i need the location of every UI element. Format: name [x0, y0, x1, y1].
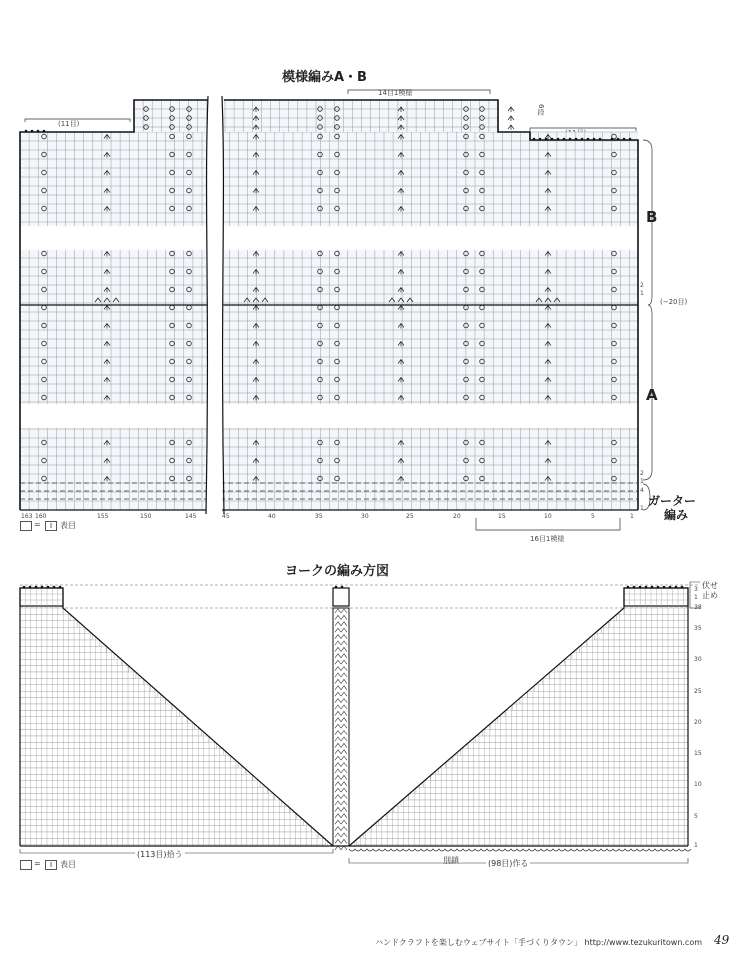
- decrease-symbol: [508, 125, 514, 130]
- yoke-chart-grid: [0, 560, 750, 880]
- legend-empty-square: [20, 521, 32, 531]
- yoke-legend-knit-text: 表目: [60, 860, 76, 869]
- eleven-stitches-left-label: (11目): [58, 120, 80, 128]
- bind-off-dot: [599, 138, 602, 141]
- row-number: 1: [640, 290, 644, 297]
- bind-off-dot: [581, 138, 584, 141]
- yoke-row-left: [20, 781, 260, 787]
- yoke-row-right: [371, 826, 688, 832]
- yoke-row-left: [20, 819, 304, 825]
- yoke-row-right: [460, 749, 688, 755]
- repeat-bottom-label: 16目1模様: [530, 535, 565, 543]
- yoke-row-number: 1: [694, 594, 698, 601]
- yoke-row-left: [20, 672, 136, 678]
- yoke-row-number: 20: [694, 719, 702, 726]
- eleven-right-bracket: [530, 128, 636, 131]
- yoke-row-right: [609, 621, 688, 627]
- column-number: 25: [406, 513, 414, 520]
- yoke-row-right: [513, 704, 688, 710]
- yoke-row-number: 25: [694, 688, 702, 695]
- yoke-row-right: [602, 627, 688, 633]
- yoke-row-number: 3: [694, 586, 698, 593]
- column-number: 35: [315, 513, 323, 520]
- yoke-row-number: 1: [694, 842, 698, 849]
- pattern-chart-title: 模様編みA・B: [282, 70, 367, 85]
- footer-text: ハンドクラフトを楽しむウェブサイト「手づくりタウン」 http://www.tezukuritown.com: [375, 938, 703, 947]
- row-number: 1: [640, 505, 644, 512]
- yoke-row-right: [431, 774, 688, 780]
- yoke-legend-knit-symbol: I: [45, 860, 57, 870]
- yoke-row-number: 38: [694, 604, 702, 611]
- yoke-top-right-band: [624, 588, 688, 606]
- waste-yarn-chain: [349, 849, 691, 851]
- yoke-row-right: [386, 813, 688, 819]
- bind-off-dot: [43, 130, 46, 133]
- page-number: 49: [714, 933, 730, 947]
- yoke-row-right: [587, 640, 688, 646]
- section-b-label: B: [646, 208, 658, 226]
- bind-off-dot: [37, 130, 40, 133]
- column-number: 20: [453, 513, 461, 520]
- column-number: 163: [21, 513, 33, 520]
- column-number: 40: [268, 513, 276, 520]
- column-number: 150: [140, 513, 152, 520]
- bind-off-dot: [539, 138, 542, 141]
- yoke-legend-empty-square: [20, 860, 32, 870]
- yoke-row-right: [438, 768, 688, 774]
- decrease-symbol: [508, 116, 514, 121]
- yoke-row-left: [20, 640, 99, 646]
- yoke-row-left: [20, 774, 253, 780]
- yoke-row-right: [527, 691, 688, 697]
- yoke-row-number: 30: [694, 656, 702, 663]
- chart-break-fill: [206, 96, 224, 514]
- yoke-row-left: [20, 730, 202, 736]
- row-number: 4: [640, 487, 644, 494]
- yoke-row-left: [20, 800, 282, 806]
- yoke-row-right: [624, 608, 688, 614]
- column-number: 5: [591, 513, 595, 520]
- bind-off-dot: [587, 138, 590, 141]
- garter-label-line2: 編み: [664, 508, 689, 522]
- yoke-row-left: [20, 838, 326, 844]
- bind-off-dot: [25, 130, 28, 133]
- yoke-row-left: [20, 691, 158, 697]
- repeat-top-bracket: [348, 90, 490, 94]
- yoke-chart-title: ヨークの編み方図: [285, 564, 390, 579]
- yoke-row-left: [20, 826, 311, 832]
- yoke-row-right: [416, 787, 688, 793]
- yoke-row-left: [20, 749, 224, 755]
- bind-off-dot: [31, 130, 34, 133]
- six-rows-label: 6段: [537, 104, 545, 116]
- bind-off-dot: [575, 138, 578, 141]
- column-number: 145: [185, 513, 197, 520]
- yoke-row-left: [20, 813, 297, 819]
- bind-off-dot: [533, 138, 536, 141]
- yoke-row-right: [542, 678, 688, 684]
- section-a-label: A: [646, 386, 658, 404]
- yoke-row-right: [617, 614, 688, 620]
- row-number: 2: [640, 282, 644, 289]
- yoke-row-left: [20, 794, 275, 800]
- repeat-top-label: 14目1模様: [378, 89, 413, 97]
- cast-on-label: (98目)作る: [488, 859, 529, 868]
- pickup-label: (113目)拾う: [137, 850, 183, 859]
- yoke-row-number: 35: [694, 625, 702, 632]
- column-number: 1: [630, 513, 634, 520]
- bind-off-dot: [629, 138, 632, 141]
- column-number: 10: [544, 513, 552, 520]
- yoke-row-right: [557, 666, 688, 672]
- column-number: 155: [97, 513, 109, 520]
- yoke-row-number: 5: [694, 813, 698, 820]
- bind-off-dot: [341, 586, 344, 589]
- bind-off-dot: [335, 586, 338, 589]
- decrease-symbol: [508, 107, 514, 112]
- yoke-row-right: [505, 710, 688, 716]
- yoke-top-mid-band: [333, 588, 349, 606]
- yoke-row-left: [20, 755, 231, 761]
- yoke-row-left: [20, 685, 151, 691]
- bind-off-dot: [557, 138, 560, 141]
- bind-off-dot: [617, 138, 620, 141]
- yoke-row-left: [20, 742, 216, 748]
- eleven-left-bracket: [25, 119, 130, 122]
- yoke-row-right: [468, 742, 688, 748]
- yoke-row-number: 10: [694, 781, 702, 788]
- column-number: 160: [35, 513, 47, 520]
- yoke-row-right: [572, 653, 688, 659]
- yoke-row-right: [401, 800, 688, 806]
- yoke-center-column: [333, 608, 349, 846]
- yoke-row-right: [364, 832, 688, 838]
- yoke-row-left: [20, 762, 238, 768]
- decrease-label: (−20目): [660, 298, 688, 306]
- yoke-row-number: 15: [694, 750, 702, 757]
- bind-off-line2: 止め: [702, 591, 718, 600]
- gap-band: [19, 404, 639, 428]
- yoke-row-right: [490, 723, 688, 729]
- column-number: 30: [361, 513, 369, 520]
- yoke-row-left: [20, 614, 70, 620]
- yoke-row-right: [579, 646, 688, 652]
- yoke-row-right: [498, 717, 688, 723]
- yoke-row-left: [20, 653, 114, 659]
- bind-off-line1: 伏せ: [702, 581, 718, 590]
- legend-equals: =: [34, 520, 41, 529]
- yoke-row-left: [20, 736, 209, 742]
- yoke-row-right: [408, 794, 688, 800]
- yoke-legend-equals: =: [34, 859, 41, 868]
- yoke-row-right: [535, 685, 688, 691]
- bind-off-dot: [593, 138, 596, 141]
- waste-yarn-label: 別鎖: [443, 856, 459, 865]
- yoke-row-left: [20, 787, 267, 793]
- row-number: 1: [640, 478, 644, 485]
- yoke-row-left: [20, 621, 78, 627]
- yoke-row-right: [423, 781, 688, 787]
- bind-off-dot: [563, 138, 566, 141]
- yoke-row-right: [453, 755, 688, 761]
- yoke-row-left: [20, 659, 121, 665]
- legend-knit-symbol: I: [45, 521, 57, 531]
- yoke-row-left: [20, 723, 194, 729]
- yoke-row-left: [20, 717, 187, 723]
- yoke-row-right: [565, 659, 688, 665]
- yoke-row-left: [20, 710, 180, 716]
- row-number: 2: [640, 470, 644, 477]
- garter-label-line1: ガーター: [648, 494, 697, 508]
- column-number: 45: [222, 513, 230, 520]
- bind-off-dot: [569, 138, 572, 141]
- column-number: 15: [498, 513, 506, 520]
- yoke-row-left: [20, 678, 143, 684]
- yoke-row-left: [20, 806, 289, 812]
- legend-knit-text: 表目: [60, 521, 76, 530]
- yoke-row-left: [20, 768, 245, 774]
- gap-band: [19, 226, 639, 250]
- bind-off-dot: [623, 138, 626, 141]
- yoke-row-right: [550, 672, 688, 678]
- yoke-row-right: [394, 806, 688, 812]
